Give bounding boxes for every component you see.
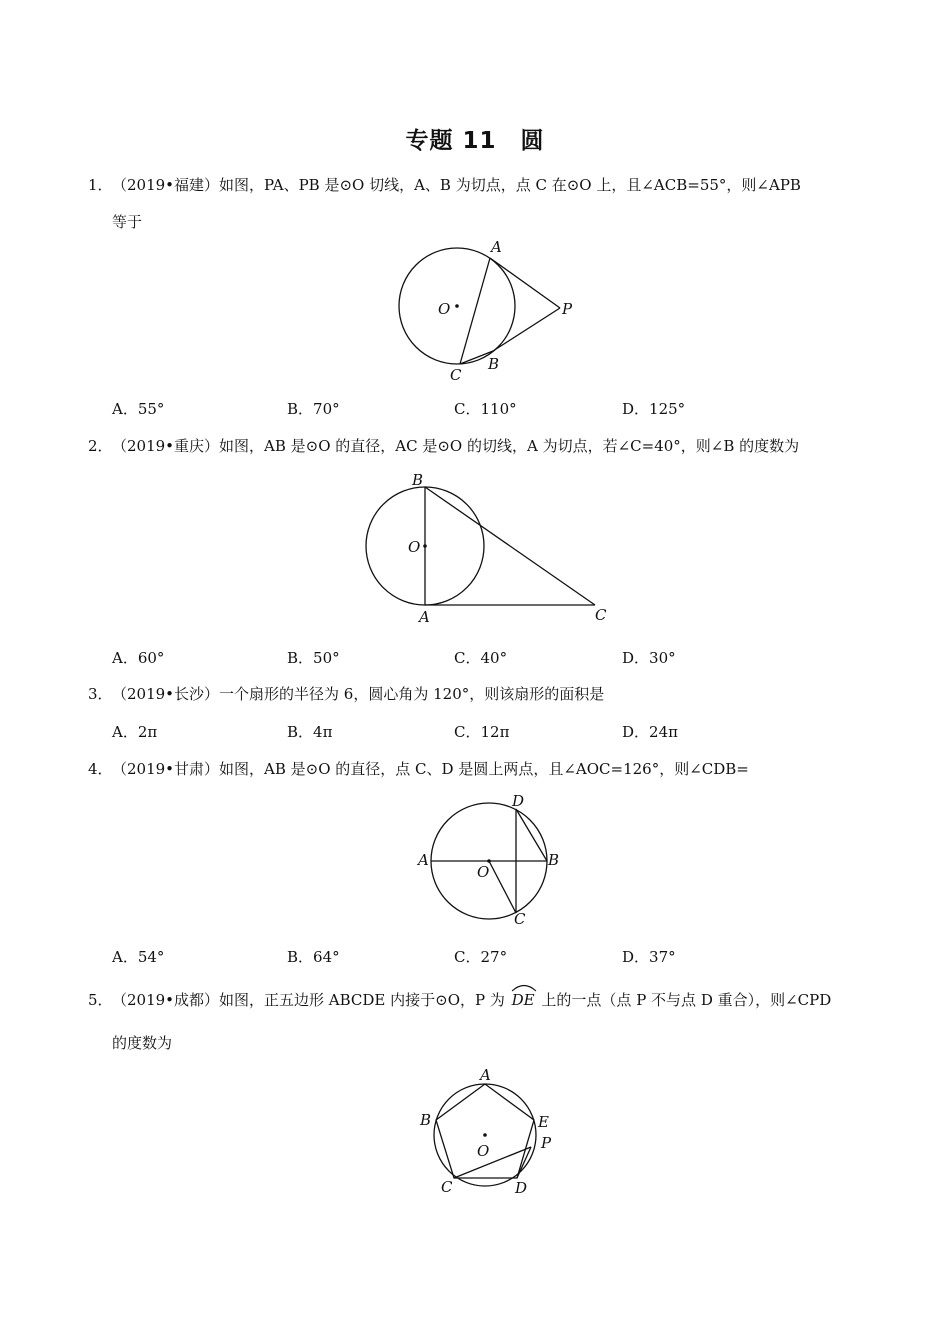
q5-arc-de — [510, 991, 537, 1009]
q2-option-a: A．60° — [112, 649, 165, 667]
q5-label-p: P — [541, 1134, 552, 1152]
q1-label-p: P — [562, 300, 573, 318]
q1-option-c: C．110° — [454, 400, 517, 418]
q5-label-b: B — [420, 1111, 432, 1129]
q2-label-b: B — [412, 471, 424, 489]
q3-option-a: A．2π — [112, 723, 158, 741]
q1-option-a: A．55° — [112, 400, 165, 418]
q4-label-c: C — [514, 910, 526, 928]
q5-label-o: O — [477, 1142, 490, 1160]
q2-option-b: B．50° — [287, 649, 340, 667]
q2-option-c: C．40° — [454, 649, 508, 667]
q1-option-b: B．70° — [287, 400, 340, 418]
q1-text: （2019•福建）如图，PA、PB 是⊙O 切线，A、B 为切点，点 C 在⊙O 上，且∠ACB=55°，则∠APB — [112, 176, 801, 194]
q4-label-o: O — [477, 863, 490, 881]
page-title: 专题 11 圆 — [405, 128, 545, 154]
q1-label-c: C — [450, 366, 462, 384]
q2-label-a: A — [419, 608, 430, 626]
q5-number: 5． — [88, 991, 113, 1009]
q1-label-o: O — [438, 300, 451, 318]
q1-figure — [380, 236, 580, 386]
q5-text-part1: （2019•成都）如图，正五边形 ABCDE 内接于⊙O，P 为 — [112, 991, 505, 1009]
q4-label-b: B — [548, 851, 560, 869]
q2-figure — [355, 468, 615, 628]
q4-option-a: A．54° — [112, 948, 165, 966]
q5-label-c: C — [441, 1178, 453, 1196]
q4-label-a: A — [418, 851, 429, 869]
q5-label-d: D — [515, 1179, 528, 1197]
q5-label-e: E — [538, 1113, 549, 1131]
q3-text: （2019•长沙）一个扇形的半径为 6，圆心角为 120°，则该扇形的面积是 — [112, 685, 605, 703]
q4-label-d: D — [512, 792, 525, 810]
q4-figure — [412, 790, 572, 935]
q5-text — [112, 989, 831, 1010]
q3-option-d: D．24π — [622, 723, 678, 741]
q4-number: 4． — [88, 760, 113, 778]
q1-label-b: B — [488, 355, 500, 373]
q1-option-d: D．125° — [622, 400, 686, 418]
q4-text: （2019•甘肃）如图，AB 是⊙O 的直径，点 C、D 是圆上两点，且∠AOC=126°，则∠CDB= — [112, 760, 749, 778]
q1-number: 1． — [88, 176, 113, 194]
q4-option-c: C．27° — [454, 948, 508, 966]
q2-label-o: O — [408, 538, 421, 556]
q4-option-b: B．64° — [287, 948, 340, 966]
q3-option-b: B．4π — [287, 723, 333, 741]
q1-label-a: A — [491, 238, 502, 256]
q1-text-cont: 等于 — [112, 213, 143, 231]
q5-text-cont: 的度数为 — [112, 1034, 173, 1052]
arc-symbol-icon — [510, 982, 538, 992]
q5-label-a: A — [480, 1066, 491, 1084]
q2-option-d: D．30° — [622, 649, 676, 667]
q3-number: 3． — [88, 685, 113, 703]
q5-arc-label: DE — [511, 991, 535, 1009]
q3-option-c: C．12π — [454, 723, 510, 741]
q2-number: 2． — [88, 437, 113, 455]
q5-figure — [412, 1063, 562, 1203]
q2-label-c: C — [595, 606, 607, 624]
q2-text: （2019•重庆）如图，AB 是⊙O 的直径，AC 是⊙O 的切线，A 为切点，若∠C=40°，则∠B 的度数为 — [112, 437, 800, 455]
q4-option-d: D．37° — [622, 948, 676, 966]
q5-text-part2: 上的一点（点 P 不与点 D 重合），则∠CPD — [541, 991, 832, 1009]
